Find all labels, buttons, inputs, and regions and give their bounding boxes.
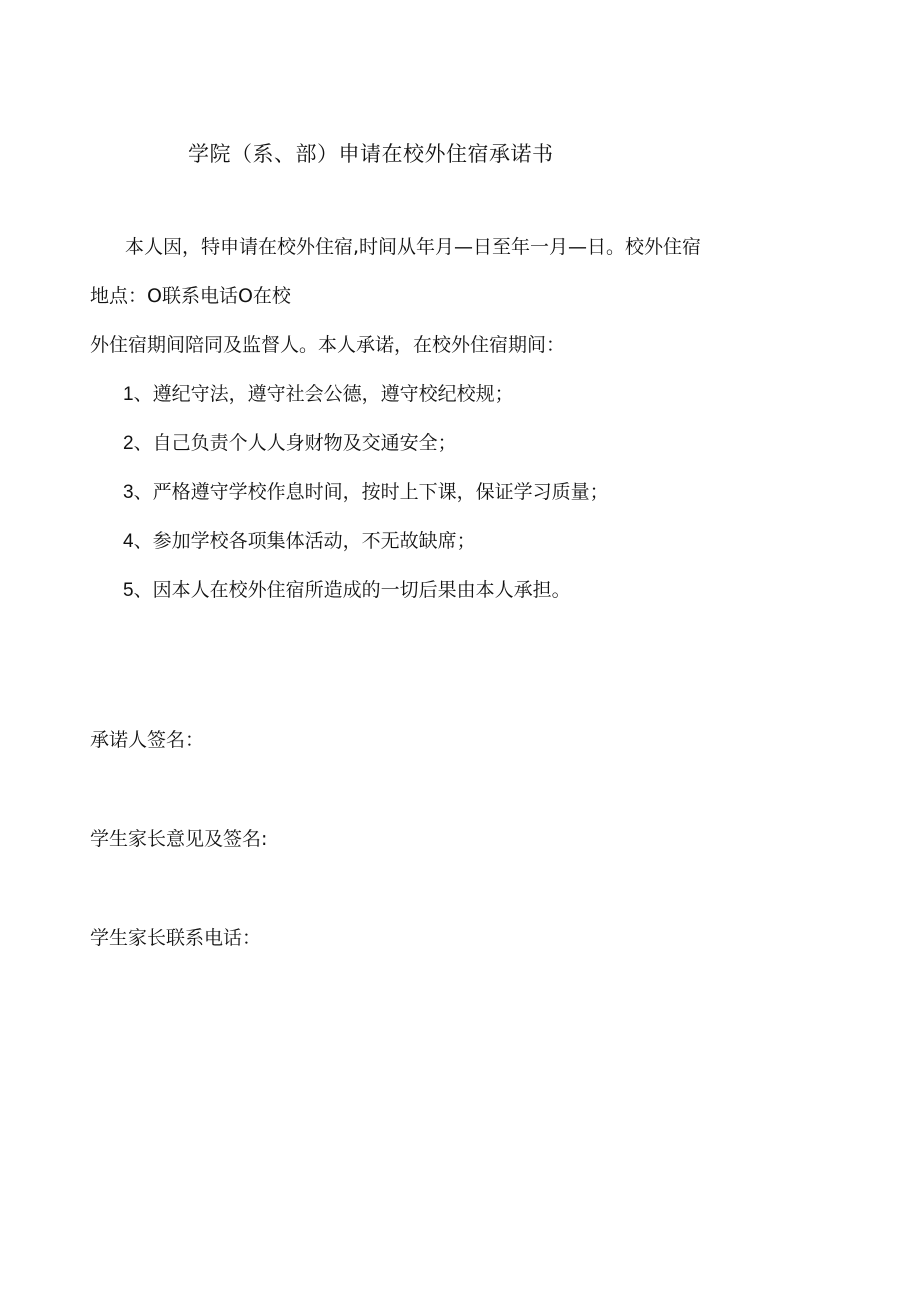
commitment-number: 4 bbox=[123, 531, 134, 552]
paragraph-line-3: 外住宿期间陪同及监督人。本人承诺，在校外住宿期间： bbox=[90, 334, 566, 356]
commitment-item-3 bbox=[123, 479, 609, 506]
commitment-item-4 bbox=[123, 528, 476, 555]
commitment-text: 、遵纪守法，遵守社会公德，遵守校纪校规； bbox=[133, 383, 514, 405]
commitment-number: 3 bbox=[123, 482, 134, 503]
paragraph-line-1: 本人因，特申请在校外住宿,时间从年月—日至年一月—日。校外住宿 bbox=[125, 236, 702, 258]
commitment-number: 2 bbox=[123, 433, 134, 454]
commitment-item-5 bbox=[123, 577, 571, 604]
commitment-text: 、参加学校各项集体活动，不无故缺席； bbox=[133, 530, 476, 552]
promiser-signature-label: 承诺人签名： bbox=[90, 729, 205, 751]
commitment-text: 、自己负责个人人身财物及交通安全； bbox=[133, 432, 457, 454]
paragraph-line-2: 地点：O联系电话O在校 bbox=[90, 285, 291, 307]
commitment-text: 、因本人在校外住宿所造成的一切后果由本人承担。 bbox=[133, 579, 571, 601]
commitment-number: 5 bbox=[123, 580, 134, 601]
document-title: 学院（系、部）申请在校外住宿承诺书 bbox=[188, 142, 554, 166]
commitment-item-1 bbox=[123, 381, 514, 408]
commitment-number: 1 bbox=[123, 384, 134, 405]
parent-opinion-signature-label: 学生家长意见及签名: bbox=[90, 828, 268, 850]
parent-phone-label: 学生家长联系电话： bbox=[90, 927, 262, 949]
commitment-item-2 bbox=[123, 430, 457, 457]
commitment-text: 、严格遵守学校作息时间，按时上下课，保证学习质量； bbox=[133, 481, 609, 503]
